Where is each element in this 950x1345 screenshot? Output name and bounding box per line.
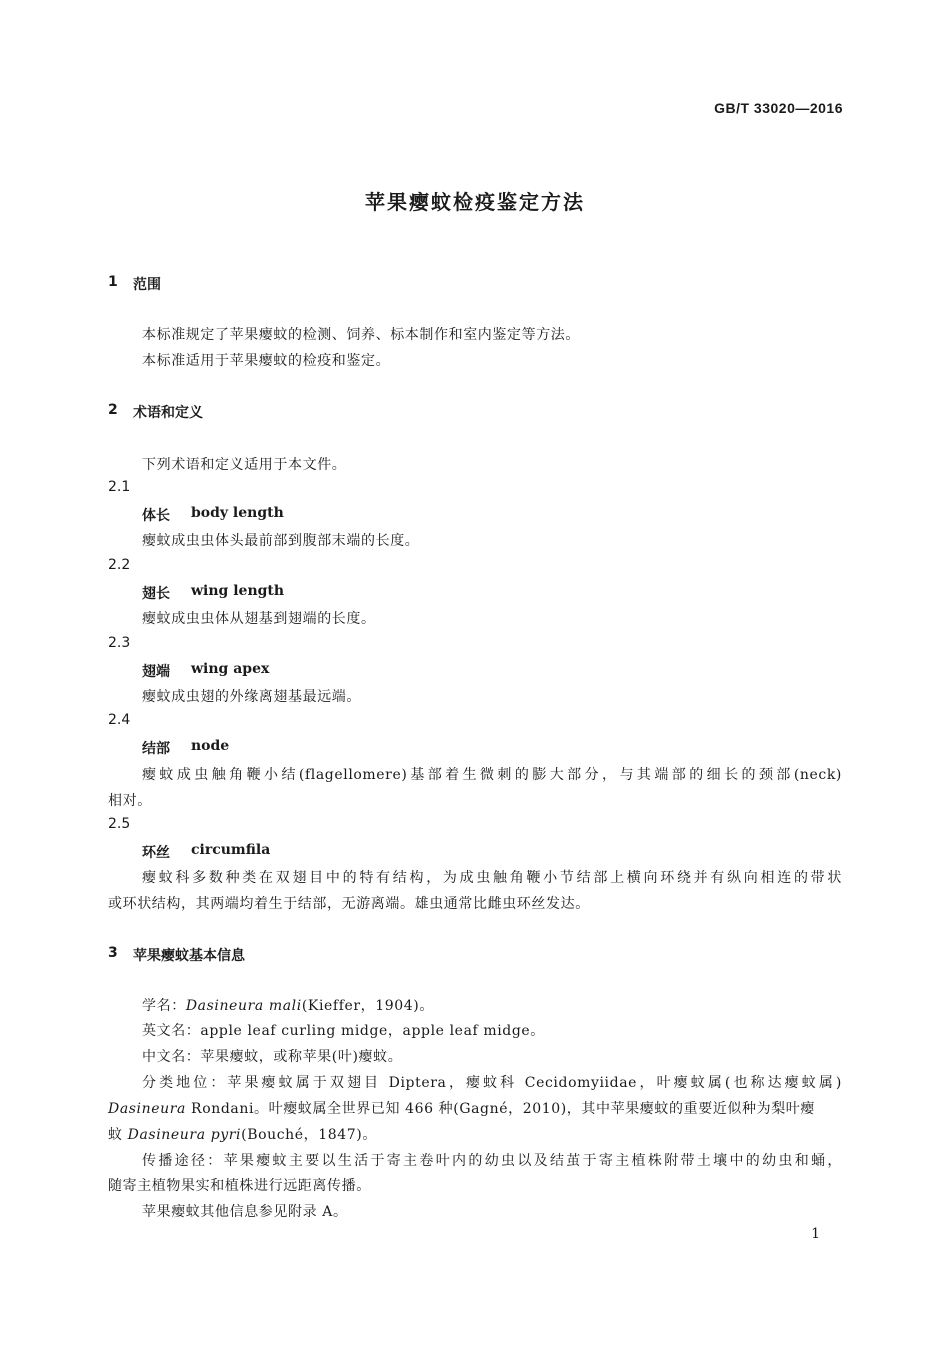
label: 学名： — [142, 998, 186, 1014]
term-english: node — [191, 738, 230, 754]
section-number: 1 — [108, 274, 118, 290]
term-number: 2.4 — [108, 712, 131, 728]
term-english: wing apex — [191, 661, 270, 677]
term-english: circumfila — [191, 842, 271, 858]
term-definition: 瘿蚊成虫虫体头最前部到腹部末端的长度。 — [142, 533, 420, 549]
english-name: 英文名：apple leaf curling midge，apple leaf midge。 — [142, 1023, 545, 1039]
document-title: 苹果瘿蚊检疫鉴定方法 — [365, 190, 585, 214]
taxonomy-line — [108, 1098, 815, 1118]
standard-code: GB/T 33020—2016 — [714, 100, 843, 116]
term-number: 2.5 — [108, 816, 131, 832]
paragraph: 本标准规定了苹果瘿蚊的检测、饲养、标本制作和室内鉴定等方法。 — [142, 327, 580, 343]
term-definition: 瘿蚊成虫触角鞭小结(flagellomere)基部着生微刺的膨大部分，与其端部的细长的颈部(neck) — [142, 767, 842, 783]
authority: (Bouché，1847)。 — [241, 1127, 377, 1143]
species-name: Dasineura mali — [185, 998, 302, 1014]
term-chinese: 翅长 — [142, 586, 170, 602]
section-title: 范围 — [133, 277, 161, 293]
genus-name: Dasineura — [108, 1101, 186, 1117]
term-chinese: 体长 — [142, 508, 170, 524]
section-title: 苹果瘿蚊基本信息 — [133, 948, 245, 964]
taxonomy-line: 分类地位：苹果瘿蚊属于双翅目 Diptera，瘿蚊科 Cecidomyiidae，叶瘿蚊属(也称达瘿蚊属) — [142, 1075, 842, 1091]
chinese-name: 中文名：苹果瘿蚊，或称苹果(叶)瘿蚊。 — [142, 1049, 403, 1065]
term-definition-continued: 相对。 — [108, 793, 152, 809]
term-english: wing length — [191, 583, 285, 599]
term-chinese: 环丝 — [142, 845, 170, 861]
species-name: Dasineura pyri — [127, 1127, 242, 1143]
section-number: 3 — [108, 945, 118, 961]
term-english: body length — [191, 505, 284, 521]
taxonomy-text: 蚊 — [108, 1127, 128, 1143]
page-number: 1 — [811, 1226, 820, 1242]
term-number: 2.1 — [108, 479, 131, 495]
paragraph: 本标准适用于苹果瘿蚊的检疫和鉴定。 — [142, 353, 391, 369]
taxonomy-text: Rondani。叶瘿蚊属全世界已知 466 种(Gagné，2010)，其中苹果瘿蚊的重要近似种为梨叶瘿 — [186, 1101, 816, 1117]
paragraph: 苹果瘿蚊其他信息参见附录 A。 — [142, 1204, 348, 1220]
section-number: 2 — [108, 402, 118, 418]
paragraph: 下列术语和定义适用于本文件。 — [142, 457, 347, 473]
term-definition-continued: 或环状结构，其两端均着生于结部，无游离端。雄虫通常比雌虫环丝发达。 — [108, 896, 590, 912]
term-definition: 瘿蚊科多数种类在双翅目中的特有结构，为成虫触角鞭小节结部上横向环绕并有纵向相连的带状 — [142, 870, 842, 886]
term-chinese: 翅端 — [142, 664, 170, 680]
section-title: 术语和定义 — [133, 405, 203, 421]
term-number: 2.3 — [108, 635, 131, 651]
term-chinese: 结部 — [142, 741, 170, 757]
spread-line: 传播途径：苹果瘿蚊主要以生活于寄主卷叶内的幼虫以及结茧于寄主植株附带土壤中的幼虫和蛹， — [142, 1153, 842, 1169]
term-definition: 瘿蚊成虫虫体从翅基到翅端的长度。 — [142, 611, 376, 627]
scientific-name — [142, 995, 434, 1015]
authority: (Kieffer，1904)。 — [301, 998, 434, 1014]
spread-line: 随寄主植物果实和植株进行远距离传播。 — [108, 1178, 371, 1194]
taxonomy-line — [108, 1124, 377, 1144]
term-definition: 瘿蚊成虫翅的外缘离翅基最远端。 — [142, 689, 361, 705]
term-number: 2.2 — [108, 557, 131, 573]
